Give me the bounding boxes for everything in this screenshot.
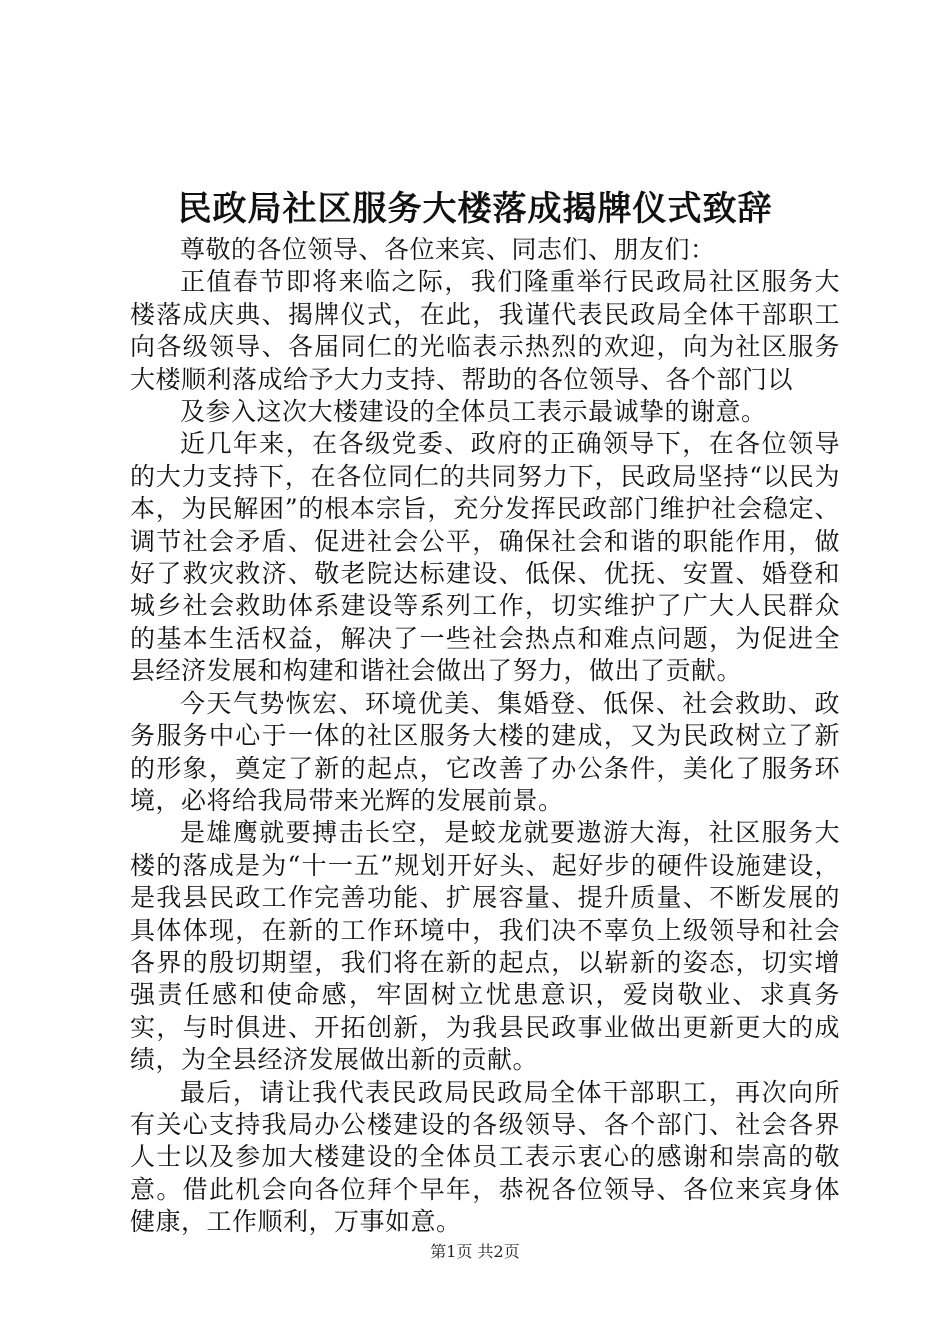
- paragraph-achievements: 近几年来，在各级党委、政府的正确领导下，在各位领导的大力支持下，在各位同仁的共同努力下，民政局坚持“以民为本，为民解困”的根本宗旨，充分发挥民政部门维护社会稳定、调节社会矛盾、促进社会公平，确保社会和谐的职能作用，做好了救灾救济、敬老院达标建设、低保、优抚、安置、婚登和城乡社会救助体系建设等系列工作，切实维护了广大人民群众的基本生活权益，解决了一些社会热点和难点问题，为促进全县经济发展和构建和谐社会做出了努力，做出了贡献。: [130, 429, 840, 686]
- salutation: 尊敬的各位领导、各位来宾、同志们、朋友们：: [180, 235, 716, 264]
- paragraph-thanks: 及参入这次大楼建设的全体员工表示最诚挚的谢意。: [180, 397, 767, 427]
- paragraph-closing: 最后，请让我代表民政局民政局全体干部职工，再次向所有关心支持我局办公楼建设的各级领导、各个部门、社会各界人士以及参加大楼建设的全体员工表示衷心的感谢和崇高的敬意。借此机会向各位拜个早年，恭祝各位领导、各位来宾身体健康，工作顺利，万事如意。: [130, 1077, 840, 1237]
- paragraph-new-building: 今天气势恢宏、环境优美、集婚登、低保、社会救助、政务服务中心于一体的社区服务大楼的建成，又为民政树立了新的形象，奠定了新的起点，它改善了办公条件，美化了服务环境，必将给我局带来光辉的发展前景。: [130, 688, 840, 815]
- document-body: [130, 234, 840, 1239]
- paragraph-welcome: 正值春节即将来临之际，我们隆重举行民政局社区服务大楼落成庆典、揭牌仪式，在此，我谨代表民政局全体干部职工向各级领导、各届同仁的光临表示热烈的欢迎，向为社区服务大楼顺利落成给予大力支持、帮助的各位领导、各个部门以: [130, 267, 840, 394]
- document-title: 民政局社区服务大楼落成揭牌仪式致辞: [177, 189, 773, 229]
- page-footer: 第1页 共2页: [430, 1242, 520, 1261]
- paragraph-commitment: 是雄鹰就要搏击长空，是蛟龙就要遨游大海，社区服务大楼的落成是为“十一五”规划开好头、起好步的硬件设施建设，是我县民政工作完善功能、扩展容量、提升质量、不断发展的具体体现，在新的工作环境中，我们决不辜负上级领导和社会各界的殷切期望，我们将在新的起点，以崭新的姿态，切实增强责任感和使命感，牢固树立忧患意识，爱岗敬业、求真务实，与时俱进、开拓创新，为我县民政事业做出更新更大的成绩，为全县经济发展做出新的贡献。: [130, 818, 840, 1075]
